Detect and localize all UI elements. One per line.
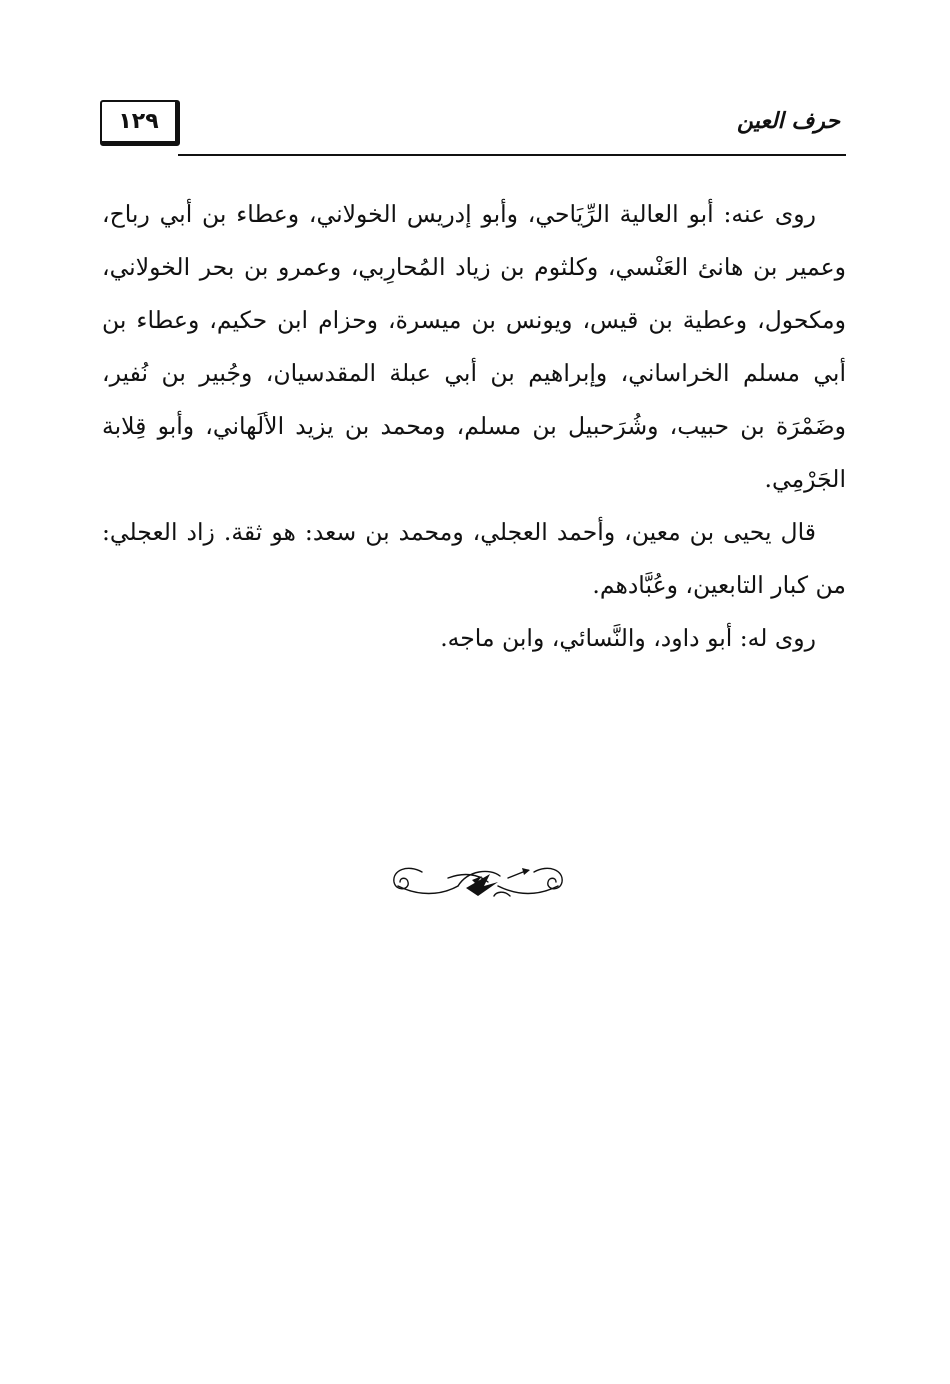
page-number: ١٢٩ — [100, 100, 180, 146]
body-text — [102, 188, 846, 665]
running-title: حرف العين — [736, 108, 840, 134]
paragraph-narrators: روى عنه: أبو العالية الرِّيَاحي، وأبو إدريس الخولاني، وعطاء بن أبي رباح، وعمير بن هانئ العَنْسي، وكلثوم بن زياد المُحارِبي، وعمرو بن بحر الخولاني، ومكحول، وعطية بن قيس، ويونس بن ميسرة، وحزام ابن حكيم، وعطاء بن أبي مسلم الخراساني، وإبراهيم بن أبي عبلة المقدسيان، وجُبير بن نُفير، وضَمْرَة بن حبيب، وشُرَحبيل بن مسلم، ومحمد بن يزيد الألَهاني، وأبو قِلابة الجَرْمِي. — [102, 200, 846, 493]
header-rule — [178, 154, 846, 156]
paragraph-grading: قال يحيى بن معين، وأحمد العجلي، ومحمد بن سعد: هو ثقة. زاد العجلي: من كبار التابعين، وعُبَّادهم. — [102, 518, 846, 599]
page-header — [100, 100, 846, 158]
paragraph-sources: روى له: أبو داود، والنَّسائي، وابن ماجه. — [440, 624, 816, 652]
floral-divider-icon — [378, 856, 578, 906]
